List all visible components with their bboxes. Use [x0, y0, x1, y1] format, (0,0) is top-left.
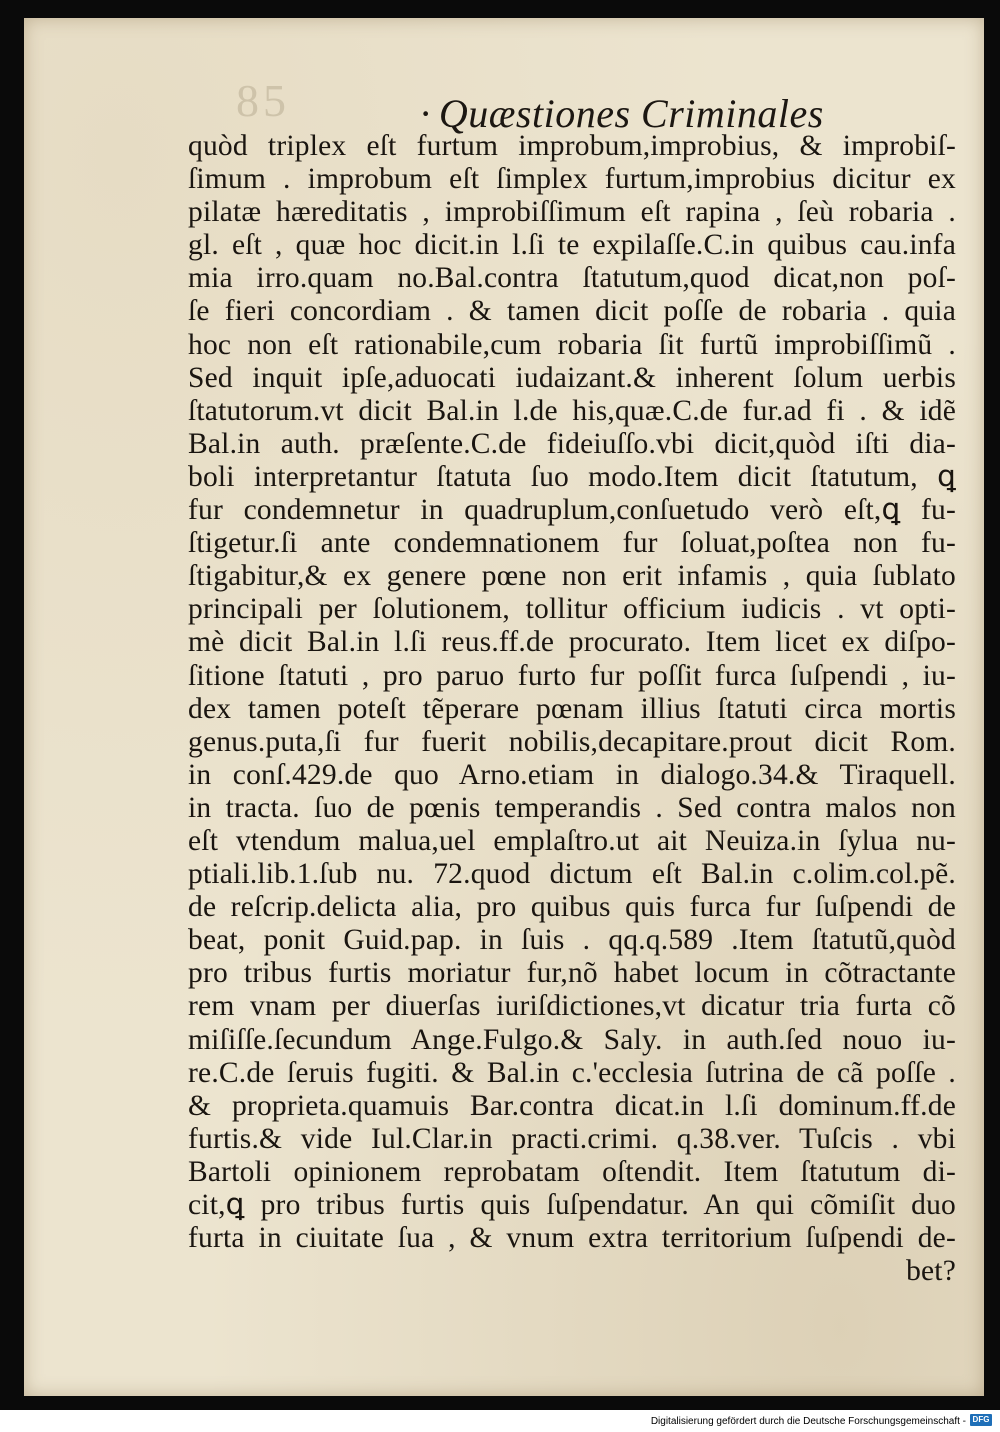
text-line: genus.puta,ſi fur fuerit nobilis,decapitare.prout dicit Rom. — [188, 725, 956, 758]
text-line: de reſcrip.delicta alia, pro quibus quis furca fur ſuſpendi de — [188, 891, 956, 924]
dfg-logo-icon: DFG — [970, 1414, 992, 1426]
text-line: quòd triplex eſt furtum improbum,improbius, & improbiſ- — [188, 130, 956, 162]
text-line: mia irro.quam no.Bal.contra ſtatutum,quod dicat,non poſ- — [188, 262, 956, 295]
text-line: beat, ponit Guid.pap. in ſuis . qq.q.589 .Item ſtatutũ,quòd — [188, 924, 956, 957]
text-line: Bal.in auth. præſente.C.de fideiuſſo.vbi dicit,quòd iſti dia- — [188, 427, 956, 460]
text-line: fur condemnetur in quadruplum,conſuetudo verò eſt,ꝗ fu- — [188, 494, 956, 527]
funding-credit: Digitalisierung gefördert durch die Deutsche Forschungsgemeinschaft - — [650, 1416, 966, 1427]
text-line: eſt vtendum malua,uel emplaſtro.ut ait Neuiza.in ſylua nu- — [188, 824, 956, 857]
text-line: Sed inquit ipſe,aduocati iudaizant.& inherent ſolum uerbis — [188, 361, 956, 394]
text-line: pilatæ hæreditatis , improbiſſimum eſt rapina , ſeù robaria . — [188, 196, 956, 229]
text-line: dex tamen poteſt tẽperare pœnam illius ſtatuti circa mortis — [188, 692, 956, 725]
show-through-page-number: 85 — [236, 75, 290, 126]
running-head: · Quæstiones Criminales — [419, 91, 824, 136]
text-line: cit,ꝗ pro tribus furtis quis ſuſpendatur. An qui cõmiſit duo — [188, 1189, 956, 1221]
text-line: ptiali.lib.1.ſub nu. 72.quod dictum eſt Bal.in c.olim.col.pẽ. — [188, 858, 956, 891]
text-line: rem vnam per diuerſas iuriſdictiones,vt dicatur tria furta cõ — [188, 990, 956, 1023]
text-line: ſitione ſtatuti , pro paruo furto fur poſſit furca ſuſpendi , iu- — [188, 659, 956, 692]
text-line: ſimum . improbum eſt ſimplex furtum,improbius dicitur ex — [188, 163, 956, 196]
text-line: furta in ciuitate ſua , & vnum extra territorium ſuſpendi de- — [188, 1222, 956, 1255]
text-line: mè dicit Bal.in l.ſi reus.ff.de procurato. Item licet ex diſpo- — [188, 626, 956, 659]
text-line: ſtatutorum.vt dicit Bal.in l.de his,quæ.C.de fur.ad fi . & idẽ — [188, 394, 956, 427]
text-line: Bartoli opinionem reprobatam oſtendit. Item ſtatutum di- — [188, 1155, 956, 1188]
text-line: hoc non eſt rationabile,cum robaria ſit furtũ improbiſſimũ . — [188, 328, 956, 361]
text-line: furtis.& vide Iul.Clar.in practi.crimi. q.38.ver. Tuſcis . vbi — [188, 1122, 956, 1155]
catchword: bet? — [906, 1255, 956, 1288]
text-line: miſiſſe.ſecundum Ange.Fulgo.& Saly. in auth.ſed nouo iu- — [188, 1023, 956, 1056]
text-line: ſtigetur.ſi ante condemnationem fur ſoluat,poſtea non fu- — [188, 527, 956, 560]
text-line: pro tribus furtis moriatur fur,nõ habet locum in cõtractante — [188, 957, 956, 990]
text-line: in tracta. ſuo de pœnis temperandis . Sed contra malos non — [188, 791, 956, 824]
running-head-title: Quæstiones Criminales — [438, 91, 824, 136]
body-text — [188, 130, 956, 1288]
text-line: & proprieta.quamuis Bar.contra dicat.in l.ſi dominum.ff.de — [188, 1089, 956, 1122]
text-line: principali per ſolutionem, tollitur officium iudicis . vt opti- — [188, 593, 956, 626]
text-line: ſe fieri concordiam . & tamen dicit poſſe de robaria . quia — [188, 295, 956, 328]
text-line: ſtigabitur,& ex genere pœne non erit infamis , quia ſublato — [188, 560, 956, 593]
text-line: in conſ.429.de quo Arno.etiam in dialogo.34.& Tiraquell. — [188, 758, 956, 791]
text-line: gl. eſt , quæ hoc dicit.in l.ſi te expilaſſe.C.in quibus cau.infa — [188, 229, 956, 262]
text-line: boli interpretantur ſtatuta ſuo modo.Item dicit ſtatutum, ꝗ — [188, 460, 956, 493]
text-line: re.C.de ſeruis fugiti. & Bal.in c.'ecclesia ſutrina de cã poſſe . — [188, 1056, 956, 1089]
